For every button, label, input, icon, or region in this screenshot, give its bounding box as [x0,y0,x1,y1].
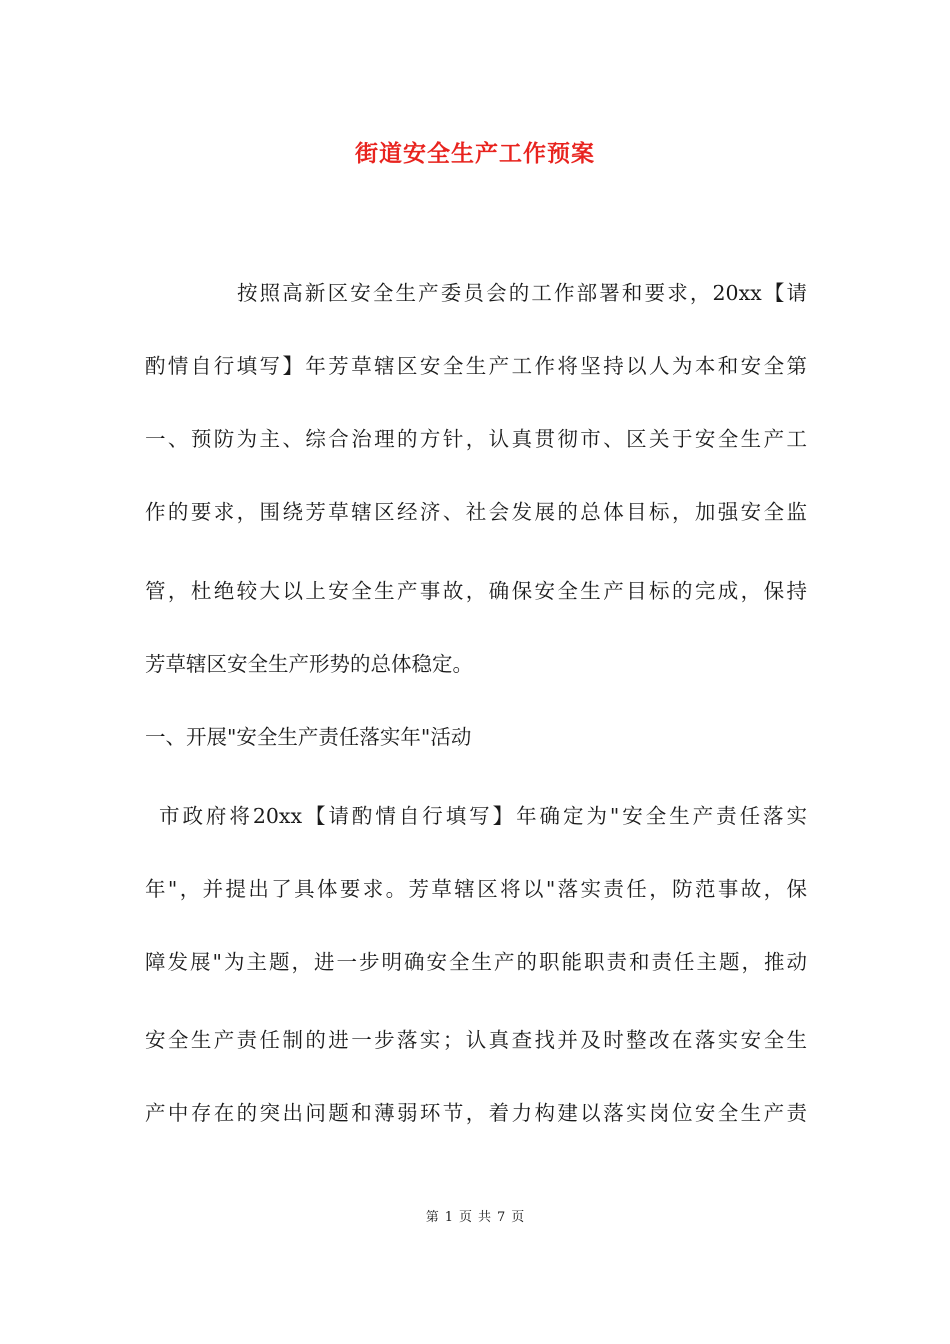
footer-total-unit: 页 [511,1210,525,1225]
paragraph-line: 年"，并提出了具体要求。芳草辖区将以"落实责任，防范事故，保 [145,877,807,901]
section-heading: 一、开展"安全生产责任落实年"活动 [145,725,472,749]
footer-total-pages: 7 [497,1210,506,1225]
paragraph-line: 安全生产责任制的进一步落实；认真查找并及时整改在落实安全生 [145,1028,807,1052]
footer-page-unit: 页 [458,1210,472,1225]
paragraph-line: 管，杜绝较大以上安全生产事故，确保安全生产目标的完成，保持 [145,579,807,603]
paragraph-line: 市政府将20xx【请酌情自行填写】年确定为"安全生产责任落实 [159,804,807,828]
footer-total-prefix: 共 [478,1210,492,1225]
footer-prefix: 第 [425,1210,439,1225]
paragraph-line: 产中存在的突出问题和薄弱环节，着力构建以落实岗位安全生产责 [145,1101,807,1125]
paragraph-line: 芳草辖区安全生产形势的总体稳定。 [145,652,473,676]
footer-page-number: 1 [444,1210,453,1225]
page-footer [0,1208,950,1228]
document-title: 街道安全生产工作预案 [355,140,595,167]
paragraph-line: 酌情自行填写】年芳草辖区安全生产工作将坚持以人为本和安全第 [145,354,807,378]
paragraph-line: 一、预防为主、综合治理的方针，认真贯彻市、区关于安全生产工 [145,427,807,451]
paragraph-line: 按照高新区安全生产委员会的工作部署和要求，20xx【请 [237,281,807,305]
paragraph-line: 障发展"为主题，进一步明确安全生产的职能职责和责任主题，推动 [145,950,807,974]
paragraph-line: 作的要求，围绕芳草辖区经济、社会发展的总体目标，加强安全监 [145,500,807,524]
